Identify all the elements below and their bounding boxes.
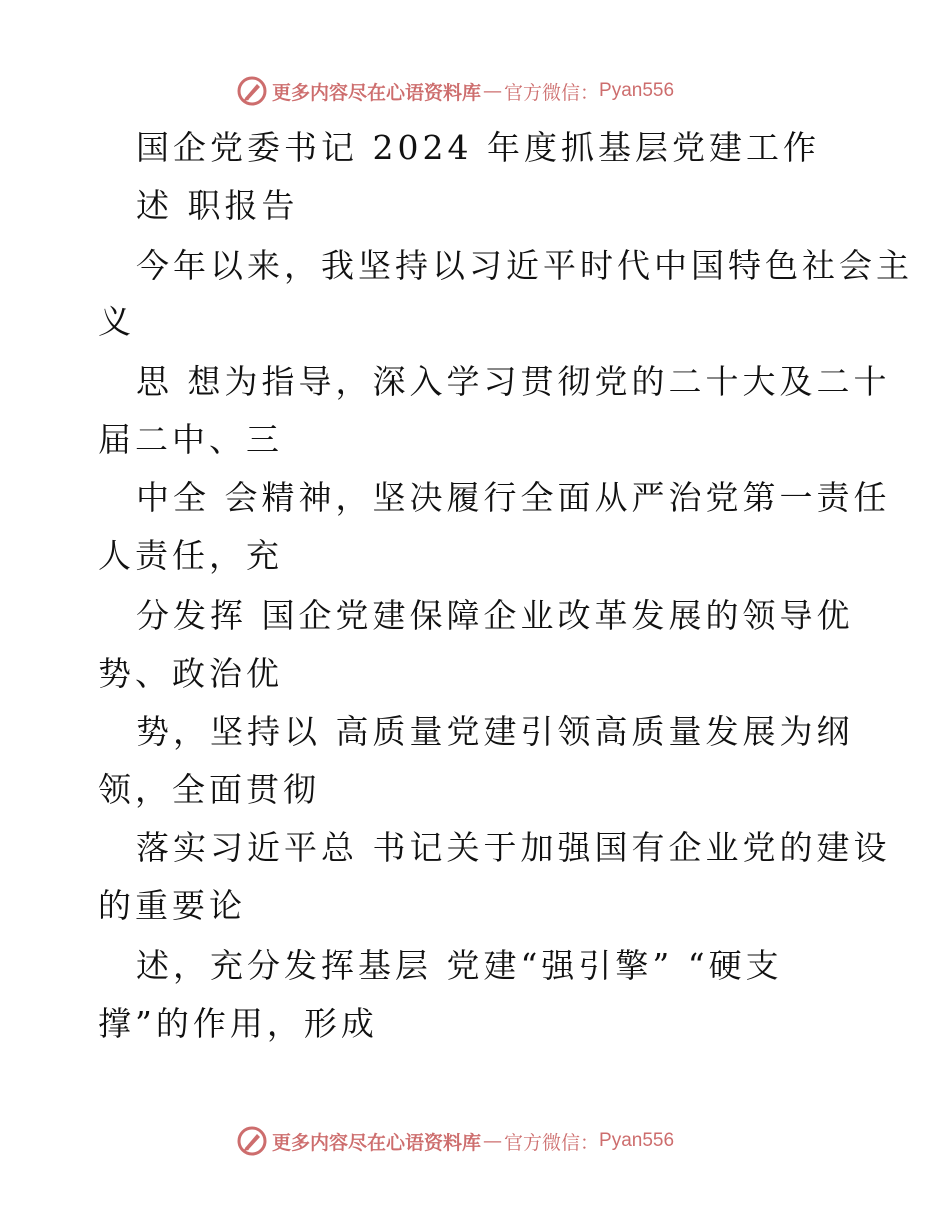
watermark-wechat-label: 官方微信： — [504, 1131, 600, 1154]
paragraph-line: 分发挥 国企党建保障企业改革发展的领导优 — [136, 596, 854, 635]
paragraph-line: 今年以来，我坚持以习近平时代中国特色社会主 — [136, 246, 913, 285]
title-line-1: 国企党委书记 2024 年度抓基层党建工作 — [136, 128, 820, 167]
paragraph-line: 势、政治优 — [98, 654, 283, 693]
watermark-separator: — — [483, 80, 503, 102]
paragraph-line: 中全 会精神，坚决履行全面从严治党第一责任 — [136, 478, 891, 517]
footer-watermark — [236, 1124, 674, 1158]
paragraph-line: 撑”的作用，形成 — [98, 1004, 378, 1043]
watermark-wechat-id: Pyan556 — [599, 1130, 675, 1151]
paragraph-line: 述，充分发挥基层 党建“强引擎” “硬支 — [136, 946, 783, 985]
paragraph-line: 义 — [98, 302, 135, 341]
paragraph-line: 领，全面贯彻 — [98, 770, 320, 809]
header-watermark — [236, 74, 674, 108]
watermark-text: 更多内容尽在心语资料库 — [272, 81, 482, 104]
title-line-2: 述 职报告 — [136, 186, 299, 225]
pen-nib-logo-icon — [236, 75, 268, 107]
paragraph-line: 势，坚持以 高质量党建引领高质量发展为纲 — [136, 712, 854, 751]
paragraph-line: 届二中、三 — [98, 420, 283, 459]
paragraph-line: 思 想为指导，深入学习贯彻党的二十大及二十 — [136, 362, 891, 401]
pen-nib-logo-icon — [236, 1125, 268, 1157]
watermark-text: 更多内容尽在心语资料库 — [272, 1131, 482, 1154]
watermark-wechat-id: Pyan556 — [599, 80, 675, 101]
watermark-wechat-label: 官方微信： — [504, 81, 600, 104]
watermark-separator: — — [483, 1130, 503, 1152]
paragraph-line: 人责任，充 — [98, 536, 283, 575]
paragraph-line: 的重要论 — [98, 886, 246, 925]
paragraph-line: 落实习近平总 书记关于加强国有企业党的建设 — [136, 828, 891, 867]
